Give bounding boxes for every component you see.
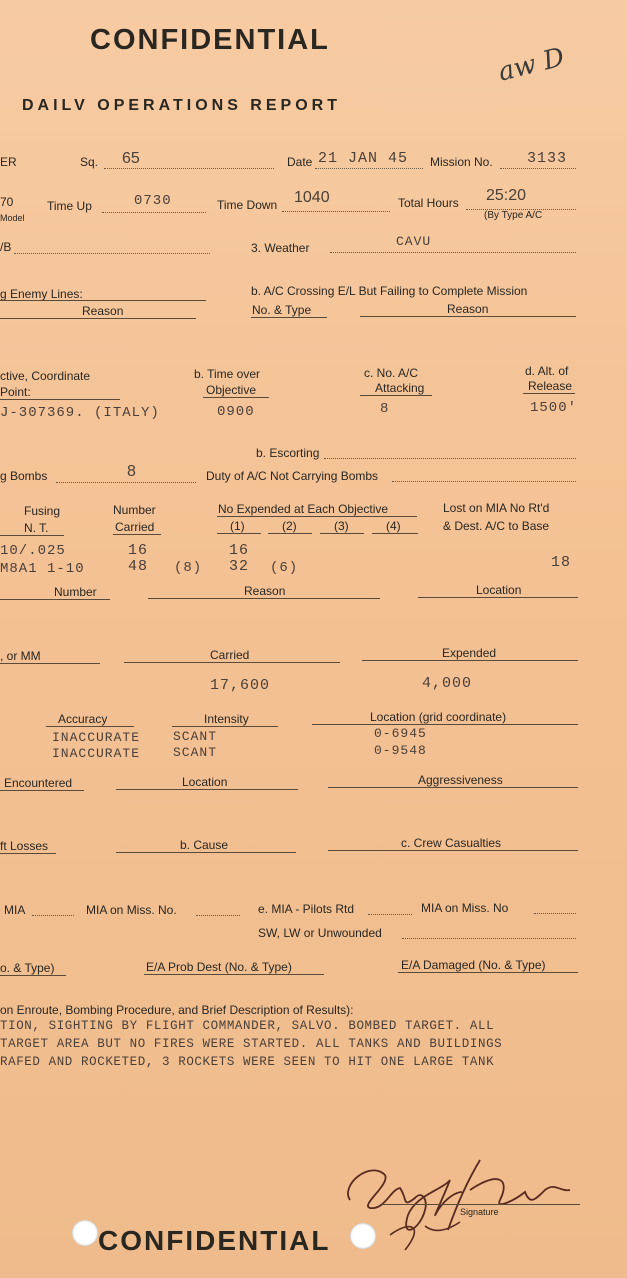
sub-reason-label: Reason (244, 584, 286, 598)
ea-left-line (0, 975, 66, 976)
objective-coordinate-value: J-307369. (ITALY) (0, 405, 160, 421)
time-down-label: Time Down (217, 198, 278, 212)
date-line (315, 168, 423, 169)
time-down-line (282, 211, 390, 212)
nt-label: N. T. (24, 521, 49, 535)
fuse-row2-value: M8A1 1-10 (0, 561, 85, 577)
flak-row1-intensity: SCANT (173, 729, 218, 744)
total-hours-value: 25:20 (486, 187, 527, 204)
mia-pilots-label: e. MIA - Pilots Rtd (258, 902, 355, 916)
objective-col4-line2: Release (528, 379, 573, 393)
fuse-row1-value: 10/.025 (0, 543, 66, 559)
fusing-label: Fusing (24, 504, 61, 518)
obj3-label: (3) (334, 519, 349, 533)
punch-hole-left (72, 1220, 98, 1246)
remarks-line-1: TION, SIGHTING BY FLIGHT COMMANDER, SALVO. BOMBED TARGET. ALL (0, 1019, 495, 1033)
ammo-expended-line (362, 660, 578, 661)
obj4-label: (4) (386, 519, 401, 533)
duty-line (392, 481, 576, 482)
time-down-value: 1040 (294, 189, 330, 206)
escorting-label: b. Escorting (256, 446, 320, 460)
model-fragment: 70 (0, 195, 14, 209)
row3-fragment: /B (0, 240, 12, 254)
crossing-no-type-line (251, 317, 327, 318)
time-up-value: 0730 (134, 193, 172, 209)
fuse-row2-expended: 32 (229, 558, 250, 575)
flak-accuracy-line (46, 726, 134, 727)
mia-pilots-miss-label: MIA on Miss. No (421, 901, 509, 915)
mia-miss-line (196, 915, 240, 916)
ea-left-label: o. & Type) (0, 961, 55, 975)
obj3-line (320, 533, 364, 534)
ammo-expended-value: 4,000 (422, 675, 473, 692)
obj1-line (217, 533, 261, 534)
flak-row2-intensity: SCANT (173, 745, 218, 760)
signature-line (380, 1204, 580, 1205)
model-label: Model (0, 213, 25, 223)
ea-prob-line (144, 974, 324, 975)
sq-value: 65 (122, 150, 140, 167)
enemy-location-label: Location (182, 775, 228, 789)
enemy-location-line (116, 789, 298, 790)
crossing-right-reason-line (360, 316, 576, 317)
time-up-label: Time Up (47, 199, 92, 213)
expended-each-line (217, 516, 417, 517)
obj1-label: (1) (230, 519, 245, 533)
objective-col3-line1: c. No. A/C (364, 366, 419, 380)
lost-label: Lost on MIA No Rt'd (443, 501, 550, 515)
weather-label: 3. Weather (251, 241, 310, 255)
flak-intensity-line (172, 726, 278, 727)
losses-crew-line (328, 850, 578, 851)
ammo-carried-line (124, 662, 340, 663)
crossing-right-reason: Reason (447, 302, 489, 316)
flak-intensity-label: Intensity (204, 712, 249, 726)
bombs-value: 8 (127, 463, 136, 480)
objective-col2-line (203, 397, 269, 398)
ea-damaged-line (398, 972, 578, 973)
punch-hole-right (350, 1223, 376, 1249)
objective-time-value: 0900 (217, 404, 255, 420)
encountered-label: Encountered (4, 776, 73, 790)
handwritten-annotation: aw D (495, 42, 568, 88)
objective-col1-line (0, 399, 120, 400)
obj2-label: (2) (282, 519, 297, 533)
crossing-right-label: b. A/C Crossing E/L But Failing to Complete Mission (251, 284, 528, 298)
weather-line (330, 252, 576, 253)
ammo-left-label: , or MM (0, 649, 41, 663)
total-hours-label: Total Hours (398, 196, 459, 210)
sub-number-label: Number (54, 585, 97, 599)
mia-line (32, 915, 74, 916)
flak-location-line (312, 724, 578, 725)
ammo-left-line (0, 663, 100, 664)
flak-row1-accuracy: INACCURATE (52, 730, 141, 745)
ea-damaged-label: E/A Damaged (No. & Type) (401, 958, 546, 972)
ammo-expended-label: Expended (442, 646, 497, 660)
sub-location-line (418, 597, 578, 598)
flak-location-label: Location (grid coordinate) (370, 710, 507, 724)
duty-label: Duty of A/C Not Carrying Bombs (206, 469, 379, 483)
mia-pilots-miss-line (534, 913, 576, 914)
bombs-label: g Bombs (0, 469, 48, 483)
dest-label: & Dest. A/C to Base (443, 519, 550, 533)
mission-line (500, 168, 576, 169)
obj2-line (268, 533, 312, 534)
mia-pilots-line (368, 914, 412, 915)
sq-label: Sq. (80, 155, 99, 169)
row3-line (14, 253, 210, 254)
crossing-left-reason-line (0, 318, 196, 319)
encountered-line (0, 790, 84, 791)
objective-col3-line (360, 395, 432, 396)
fuse-row2-expended-extra: (6) (270, 560, 299, 576)
losses-left-line (0, 853, 56, 854)
objective-alt-value: 1500' (530, 400, 578, 416)
bombs-line (56, 482, 196, 483)
confidential-header: CONFIDENTIAL (90, 24, 330, 56)
objective-col4-line1: d. Alt. of (525, 364, 569, 378)
losses-cause-label: b. Cause (180, 838, 229, 852)
objective-col2-line2: Objective (206, 383, 257, 397)
weather-value: CAVU (396, 234, 432, 249)
nt-line (0, 535, 64, 536)
number-label: Number (113, 503, 156, 517)
flak-row2-location: 0-9548 (374, 743, 427, 758)
aggressiveness-line (328, 787, 578, 788)
aggressiveness-label: Aggressiveness (418, 773, 503, 787)
report-title: DAILV OPERATIONS REPORT (22, 97, 341, 114)
signature-label: Signature (460, 1207, 499, 1217)
sw-line (402, 938, 576, 939)
objective-col1-line1: ctive, Coordinate (0, 369, 91, 383)
mia-label: MIA (4, 903, 26, 917)
sub-reason-line (148, 598, 380, 599)
fuse-row2-carried-extra: (8) (174, 560, 203, 576)
sw-label: SW, LW or Unwounded (258, 926, 382, 940)
sub-number-line (0, 599, 110, 600)
carried-label: Carried (115, 520, 155, 534)
unit-fragment: ER (0, 155, 17, 169)
returned-value: 18 (551, 554, 572, 571)
escorting-line (324, 458, 576, 459)
mission-value: 3133 (527, 150, 568, 167)
losses-left-label: ft Losses (0, 839, 49, 853)
crossing-left-reason: Reason (82, 304, 124, 318)
ammo-carried-label: Carried (210, 648, 250, 662)
expended-each-label: No Expended at Each Objective (218, 502, 389, 516)
fuse-row1-expended: 16 (229, 542, 250, 559)
flak-accuracy-label: Accuracy (58, 712, 108, 726)
date-value: 21 JAN 45 (318, 150, 409, 167)
crossing-no-type: No. & Type (252, 303, 312, 317)
remarks-line-3: RAFED AND ROCKETED, 3 ROCKETS WERE SEEN TO HIT ONE LARGE TANK (0, 1055, 495, 1069)
sq-line (104, 168, 274, 169)
flak-row1-location: 0-6945 (374, 726, 427, 741)
objective-ac-value: 8 (380, 401, 390, 417)
ammo-carried-value: 17,600 (210, 677, 271, 694)
fuse-row1-carried: 16 (128, 542, 149, 559)
losses-crew-label: c. Crew Casualties (401, 836, 502, 850)
sub-location-label: Location (476, 583, 522, 597)
mia-miss-label: MIA on Miss. No. (86, 903, 177, 917)
mission-label: Mission No. (430, 155, 493, 169)
remarks-label: on Enroute, Bombing Procedure, and Brief Description of Results): (0, 1003, 354, 1017)
crossing-left-label: g Enemy Lines: (0, 287, 83, 301)
confidential-footer: CONFIDENTIAL (98, 1225, 331, 1256)
crossing-left-line (0, 300, 206, 301)
losses-cause-line (116, 852, 296, 853)
objective-col3-line2: Attacking (375, 381, 425, 395)
objective-col4-line (523, 393, 575, 394)
remarks-line-2: TARGET AREA BUT NO FIRES WERE STARTED. ALL TANKS AND BUILDINGS (0, 1037, 503, 1051)
time-up-line (102, 212, 206, 213)
ea-prob-label: E/A Prob Dest (No. & Type) (146, 960, 292, 974)
objective-col2-line1: b. Time over (194, 367, 261, 381)
date-label: Date (287, 155, 313, 169)
fuse-row2-carried: 48 (128, 558, 149, 575)
carried-line (113, 534, 161, 535)
obj4-line (372, 533, 418, 534)
by-type-label: (By Type A/C (484, 210, 543, 221)
flak-row2-accuracy: INACCURATE (52, 746, 141, 761)
objective-col1-line2: Point: (0, 385, 31, 399)
